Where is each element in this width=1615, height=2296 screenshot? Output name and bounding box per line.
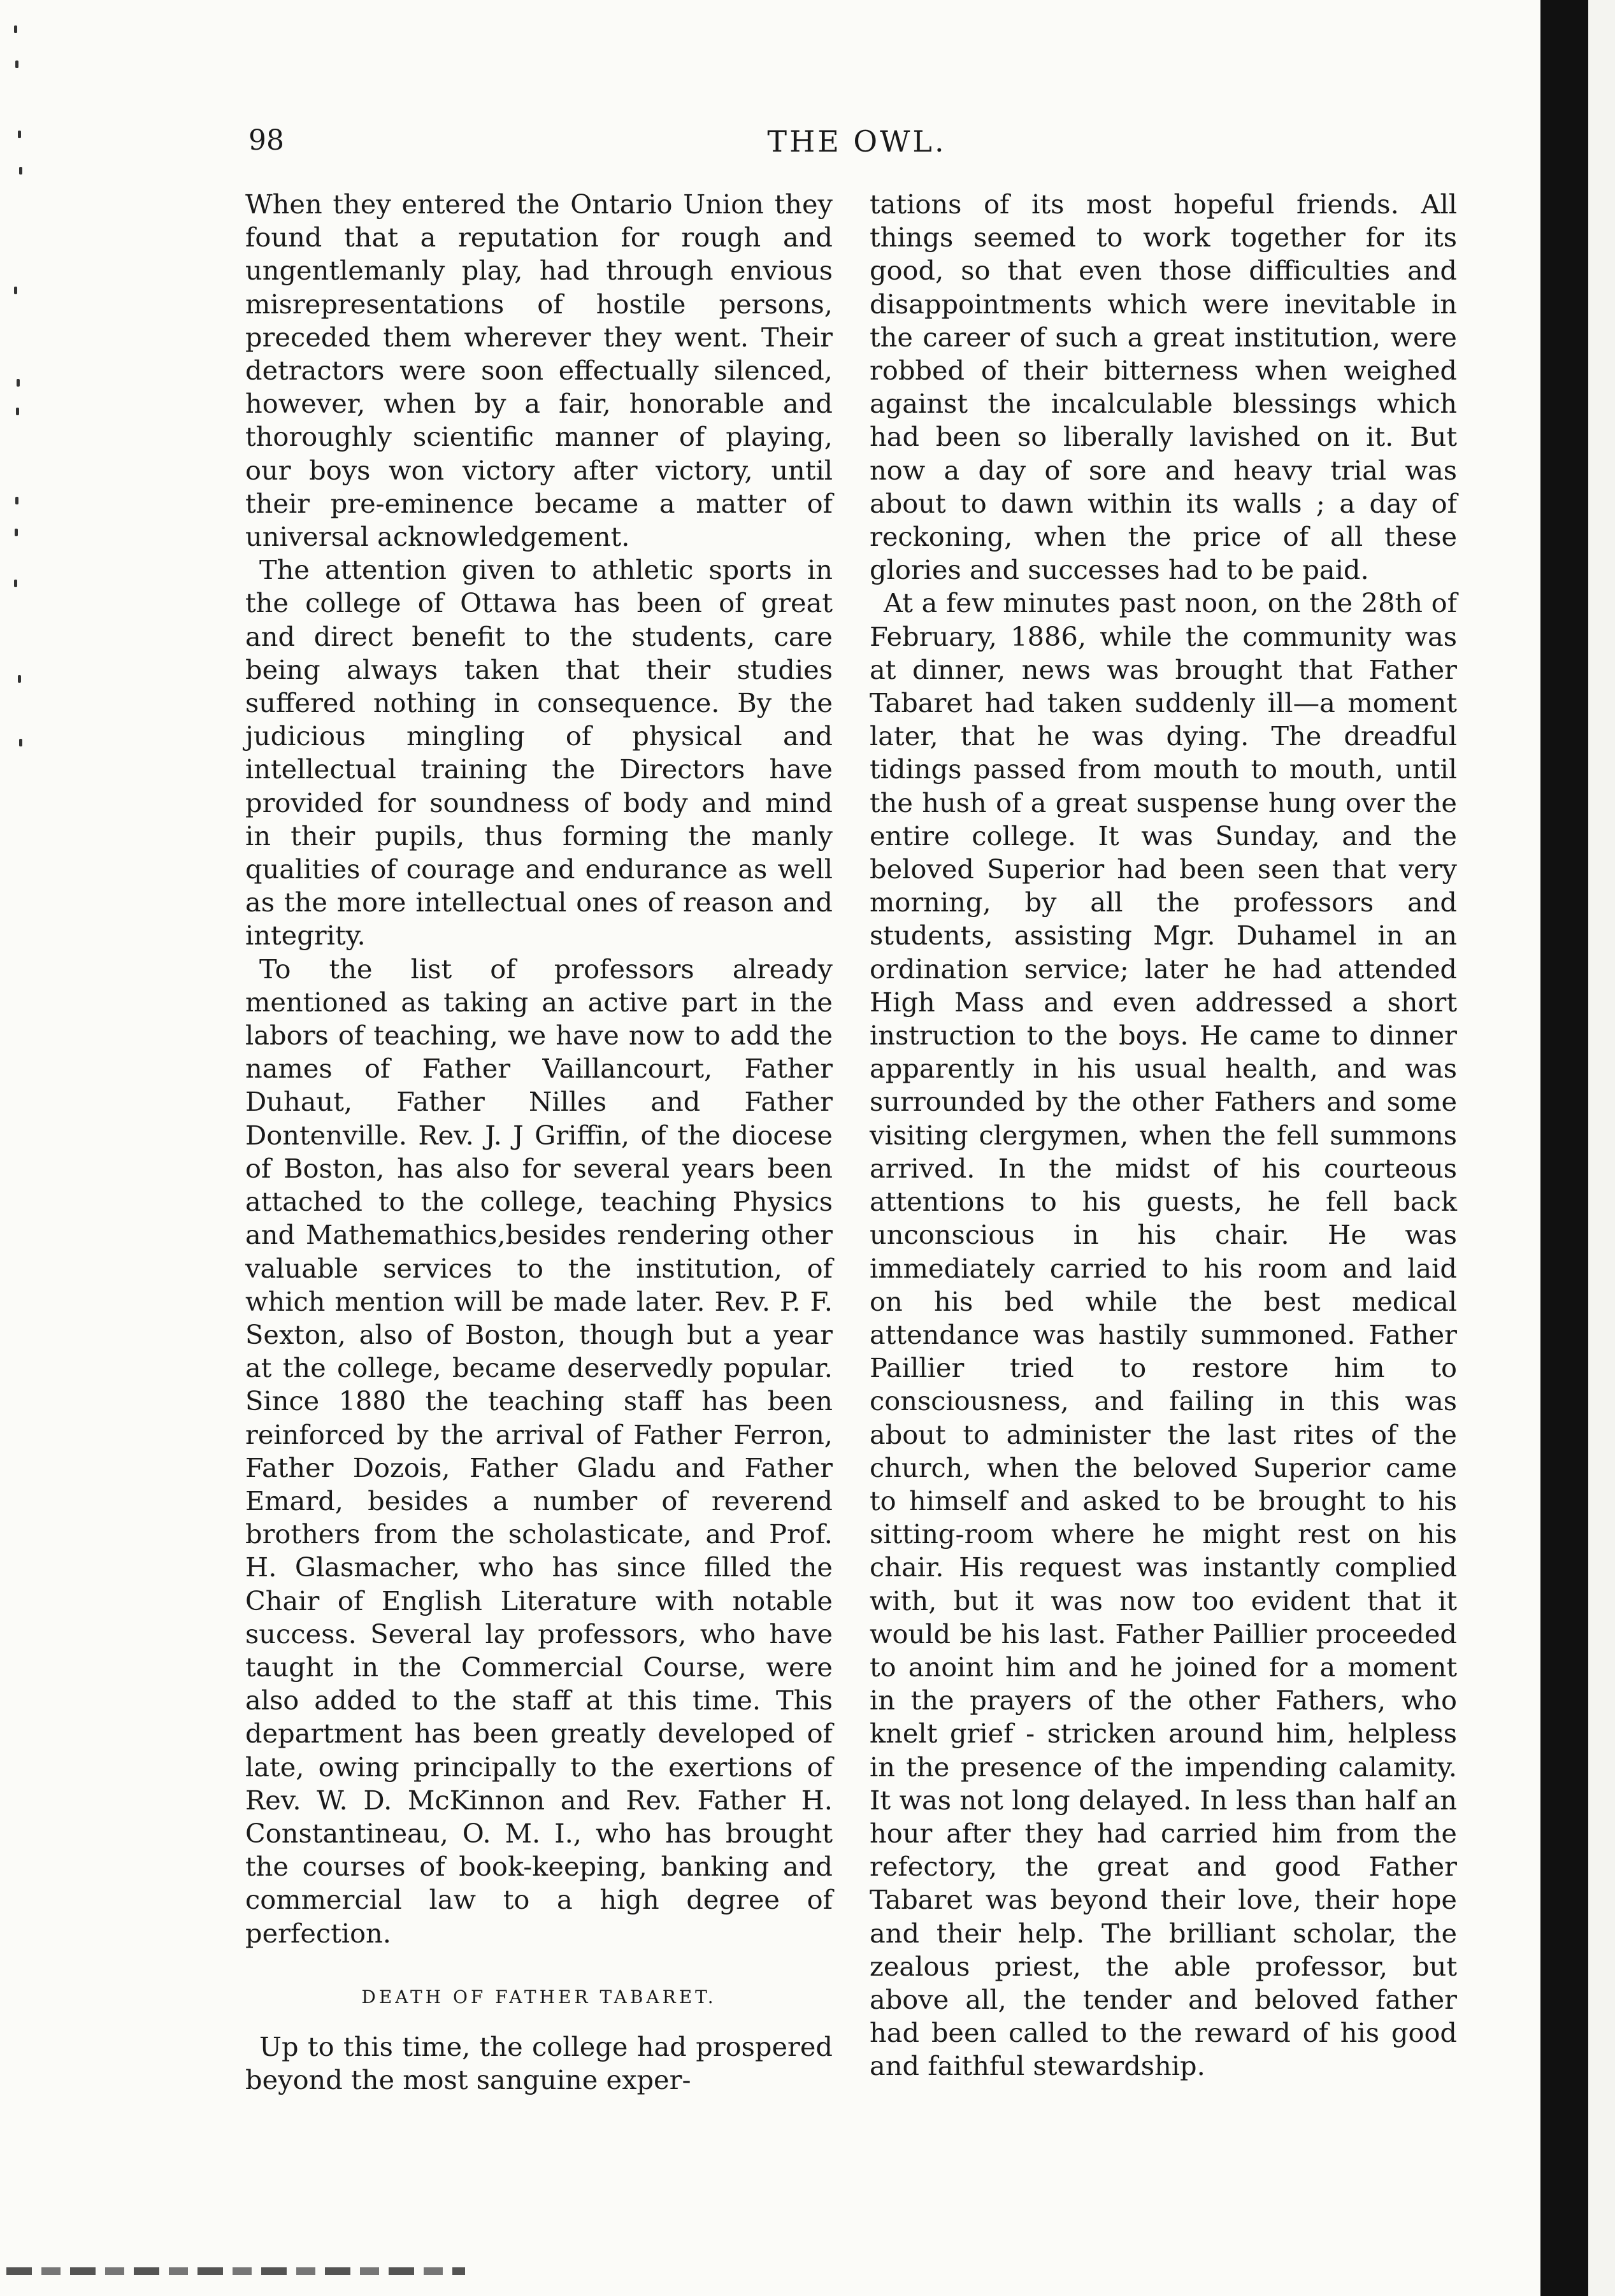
paragraph: To the list of professors already mentioned as taking an active part in the labors of teaching, we have now to add the names of Father Vaillancourt, Father Duhaut, Father Nilles and Father Dontenville. Rev. J. J Griffin, of the diocese of Boston, has also for several years been attached to the college, teaching Physics and Mathemathics,besides rendering other valuable services to the institution, of which mention will be made later. Rev. P. F. Sexton, also of Boston, though but a year at the college, became deservedly popular. Since 1880 the teaching staff has been reinforced by the arrival of Father Ferron, Father Dozois, Father Gladu and Father Emard, besides a number of reverend brothers from the scholasticate, and Prof. H. Glasmacher, who has since filled the Chair of English Literature with notable success. Several lay professors, who have taught in the Commercial Course, were also added to the staff at this time. This department has been greatly developed of late, owing principally to the exertions of Rev. W. D. McKinnon and Rev. Father H. Constantineau, O. M. I., who has brought the courses of book-keeping, banking and commercial law to a high degree of perfection. [245, 953, 833, 1949]
page-edge-shadow [1540, 0, 1588, 2296]
page-number: 98 [248, 124, 284, 157]
paragraph: tations of its most hopeful friends. All things seemed to work together for its good, so that even those difficulties and disappointments which were inevitable in the career of such a great institution, were robbed of their bitterness when weighed against the incalculable blessings which had been so liberally lavished on it. But now a day of sore and heavy trial was about to dawn within its walls ; a day of reckoning, when the price of all these glories and successes had to be paid. [870, 189, 1457, 586]
paragraph: Up to this time, the college had prospered beyond the most sanguine exper- [245, 2030, 833, 2095]
paragraph: The attention given to athletic sports in the college of Ottawa has been of great and direct benefit to the students, care being always taken that their studies suffered nothing in consequence. By the judicious mingling of physical and intellectual training the Directors have provided for soundness of body and mind in their pupils, thus forming the manly qualities of courage and endurance as well as the more intellectual ones of reason and integrity. [245, 554, 833, 952]
section-heading: DEATH OF FATHER TABARET. [361, 1986, 717, 2007]
right-column [870, 188, 1457, 2083]
scan-edge [1588, 0, 1615, 2296]
page-header [248, 124, 1465, 162]
paragraph: At a few minutes past noon, on the 28th of February, 1886, while the community was at dinner, news was brought that Father Tabaret had taken suddenly ill—a moment later, that he was dying. The dreadful tidings passed from mouth to mouth, until the hush of a great suspense hung over the entire college. It was Sunday, and the beloved Superior had been seen that very morning, by all the professors and students, assisting Mgr. Duhamel in an ordination service; later he had attended High Mass and even addressed a short instruction to the boys. He came to dinner apparently in his usual health, and was surrounded by the other Fathers and some visiting clergymen, when the fell summons arrived. In the midst of his courteous attentions to his guests, he fell back unconscious in his chair. He was immediately carried to his room and laid on his bed while the best medical attendance was hastily summoned. Father Paillier tried to restore him to consciousness, and failing in this was about to administer the last rites of the church, when the beloved Superior came to himself and asked to be brought to his sitting-room where he might rest on his chair. His request was instantly complied with, but it was now too evident that it would be his last. Father Paillier proceeded to anoint him and he joined for a moment in the prayers of the other Fathers, who knelt grief - stricken around him, helpless in the presence of the impending calamity. It was not long delayed. In less than half an hour after they had carried him from the refectory, the great and good Father Tabaret was beyond their love, their hope and their help. The brilliant scholar, the zealous priest, the able professor, but above all, the tender and beloved father had been called to the reward of his good and faithful stewardship. [870, 587, 1457, 2082]
margin-marks [0, 0, 38, 828]
paragraph: When they entered the Ontario Union they found that a reputation for rough and ungentlemanly play, had through envious misrepresentations of hostile persons, preceded them wherever they went. Their detractors were soon effectually silenced, however, when by a fair, honorable and thoroughly scientific manner of playing, our boys won victory after victory, until their pre-eminence became a matter of universal acknowledgement. [245, 189, 833, 553]
running-title: THE OWL. [767, 124, 947, 159]
left-column [245, 188, 833, 2097]
scan-smudge [6, 2267, 465, 2275]
